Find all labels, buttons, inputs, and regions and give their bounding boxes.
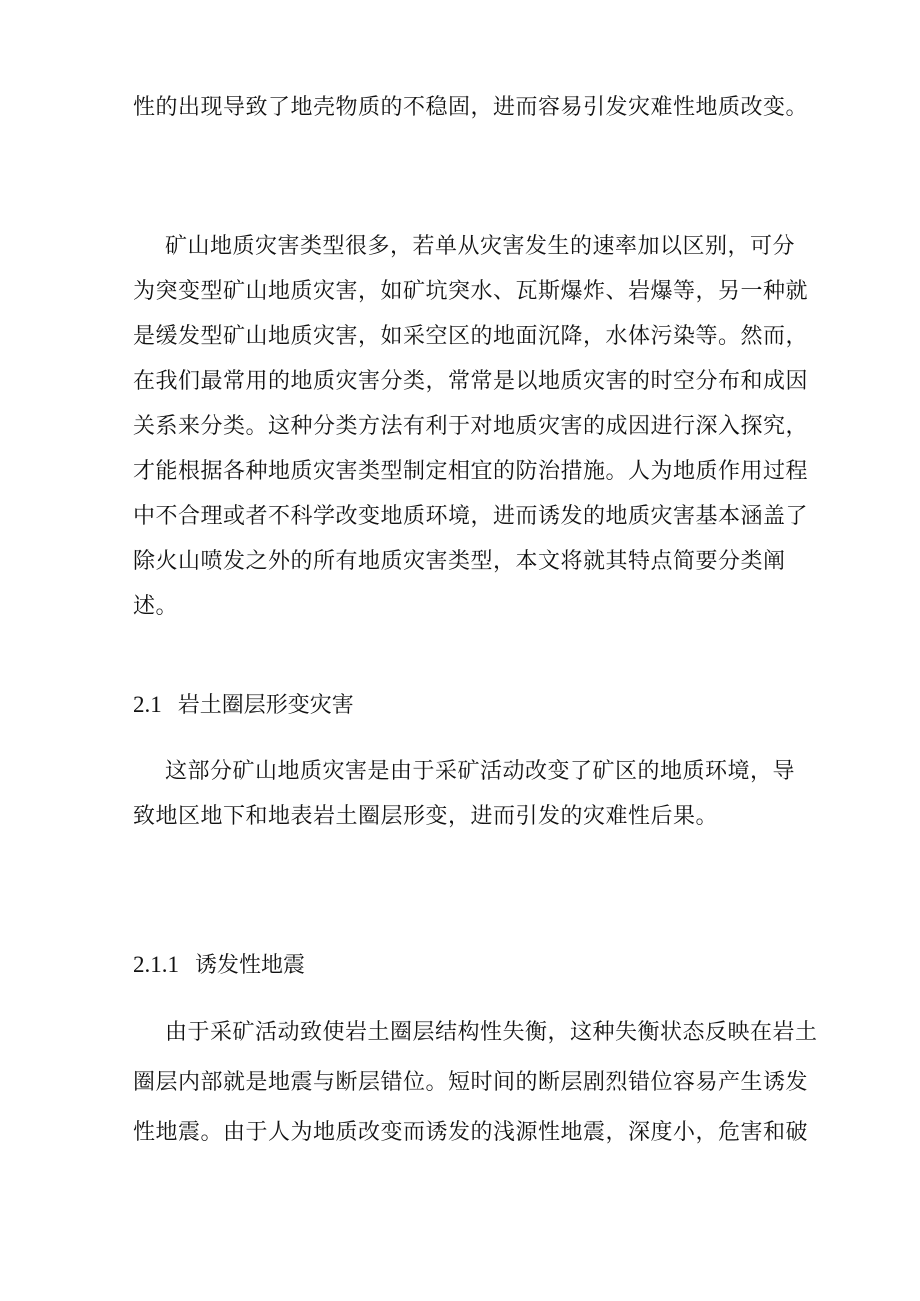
paragraph-line: 致地区地下和地表岩土圈层形变，进而引发的灾难性后果。 [133, 804, 719, 829]
section-number: 2.1 [133, 692, 162, 717]
paragraph-line: 矿山地质灾害类型很多，若单从灾害发生的速率加以区别，可分 [165, 234, 796, 259]
paragraph-line: 圈层内部就是地震与断层错位。短时间的断层剧烈错位容易产生诱发 [133, 1070, 809, 1095]
subsection-heading [133, 950, 305, 981]
section-title: 岩土圈层形变灾害 [177, 693, 354, 718]
paragraph-line: 中不合理或者不科学改变地质环境，进而诱发的地质灾害基本涵盖了 [133, 504, 809, 529]
section-number: 2.1.1 [133, 952, 179, 977]
paragraph-line: 述。 [133, 594, 179, 619]
paragraph-line: 关系来分类。这种分类方法有利于对地质灾害的成因进行深入探究， [133, 414, 809, 439]
paragraph-line: 这部分矿山地质灾害是由于采矿活动改变了矿区的地质环境，导 [165, 759, 796, 784]
paragraph-line: 性的出现导致了地壳物质的不稳固，进而容易引发灾难性地质改变。 [133, 95, 809, 120]
paragraph-line: 性地震。由于人为地质改变而诱发的浅源性地震，深度小，危害和破 [133, 1120, 809, 1145]
paragraph-line: 由于采矿活动致使岩土圈层结构性失衡，这种失衡状态反映在岩土 [165, 1020, 818, 1045]
section-heading [133, 690, 354, 721]
section-title: 诱发性地震 [195, 953, 306, 978]
paragraph-line: 为突变型矿山地质灾害，如矿坑突水、瓦斯爆炸、岩爆等，另一种就 [133, 279, 809, 304]
paragraph-line: 才能根据各种地质灾害类型制定相宜的防治措施。人为地质作用过程 [133, 459, 809, 484]
paragraph-line: 在我们最常用的地质灾害分类，常常是以地质灾害的时空分布和成因 [133, 369, 809, 394]
paragraph-line: 除火山喷发之外的所有地质灾害类型，本文将就其特点简要分类阐 [133, 549, 786, 574]
paragraph-line: 是缓发型矿山地质灾害，如采空区的地面沉降，水体污染等。然而， [133, 324, 809, 349]
